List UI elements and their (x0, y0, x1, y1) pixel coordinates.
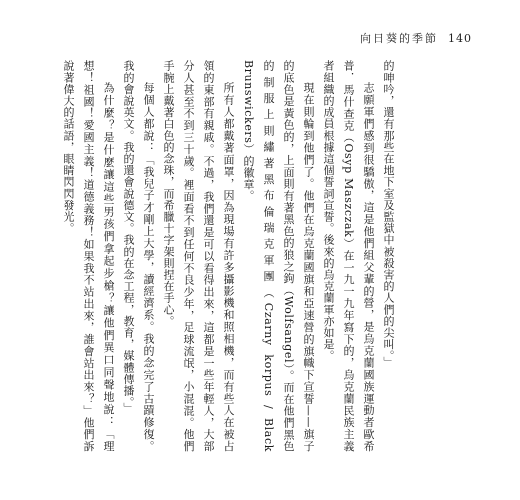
paragraph: 每個人都說：「我兒子才剛上大學，讀經濟系。我的念完了古蹟修復。我的會說英文。我的還會說德文。我的在念工程，教育，媒體傳播。」 (122, 60, 155, 452)
body-text (62, 60, 398, 452)
running-header (360, 30, 472, 46)
paragraph: 志願軍們感到很驕傲，這是他們組父輩的營，是烏克蘭國族運動者歐希普．馬什查克（Osyp Maszczak）在一九一九年寫下的，烏克蘭民族主義者組織的成員根據這個誓詞宣誓。後來的烏克蘭軍亦如是。 (322, 60, 375, 452)
paragraph: 的呻吟，還有那些在地下室及監獄中被殺害的人們的尖叫。」 (382, 60, 395, 368)
paragraph: 所有人都戴著面罩，因為現場有許多攝影機和照相機，而有些人在被占領的東部有親戚。不過，我們還是可以看得出來，這都是一些年輕人，大部分人甚至不到三十歲。裡面看不到任何不良少年，足球流氓，小混混。他們手腕上戴著白色的念珠，而希臘十字架則捏在手心。 (162, 60, 235, 452)
paragraph: 為什麼？是什麼讓這些男孩們拿起步槍？讓他們異口同聲地說：「理想！祖國！愛國主義！道德義務！如果我不站出來，誰會站出來？」他們訴說著偉大的話語，眼睛閃閃發光。 (62, 60, 115, 452)
paragraph: 現在則輪到他們了。他們在烏克蘭國旗和亞速營的旗幟下宣誓——旗子的底色是黃色的，上面則有著黑色的狼之鉤（Wolfsangel）。而在他們黑色的制服上則繡著黑布倫瑞克軍團（Czarny korpus / Black Brunswickers）的徽章。 (242, 60, 315, 452)
page-number: 140 (448, 32, 472, 45)
book-title: 向日葵的季節 (360, 32, 438, 45)
